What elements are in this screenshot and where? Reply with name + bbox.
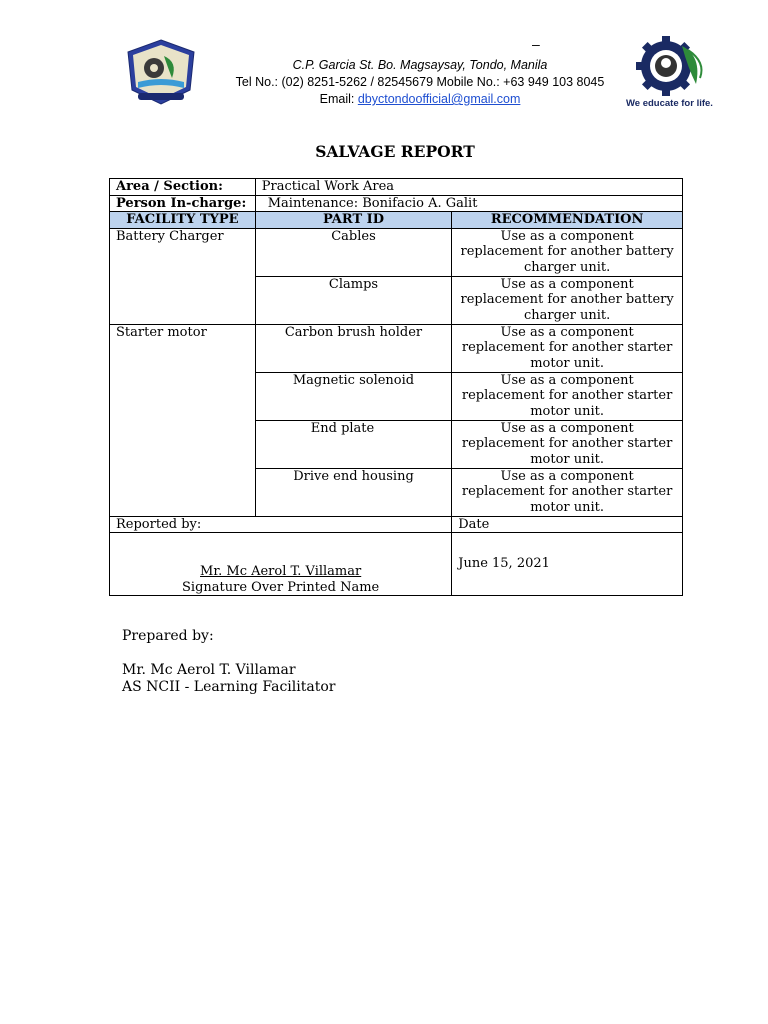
salvage-table: [109, 178, 683, 596]
part-cell: End plate: [255, 420, 452, 468]
gear-icon: [626, 36, 708, 96]
signature-row: [110, 533, 683, 596]
school-email-line: [200, 92, 640, 106]
signature-caption: Signature Over Printed Name: [182, 579, 380, 595]
date-label: Date: [452, 516, 683, 533]
recommendation-cell: Use as a component replacement for another starter motor unit.: [452, 468, 683, 516]
email-label: Email:: [319, 92, 358, 106]
school-seal-logo: [124, 38, 198, 108]
date-value: June 15, 2021: [452, 533, 683, 596]
recommendation-cell: Use as a component replacement for another battery charger unit.: [452, 228, 683, 276]
recommendation-cell: Use as a component replacement for another battery charger unit.: [452, 276, 683, 324]
area-label: Area / Section:: [110, 179, 256, 196]
area-value: Practical Work Area: [255, 179, 682, 196]
person-value: Maintenance: Bonifacio A. Galit: [255, 195, 682, 212]
part-cell: Drive end housing: [255, 468, 452, 516]
school-address: C.P. Garcia St. Bo. Magsaysay, Tondo, Manila: [292, 58, 548, 72]
signature-cell: [110, 533, 452, 596]
column-header-row: [110, 212, 683, 229]
preparer-role: AS NCII - Learning Facilitator: [122, 679, 336, 695]
facility-cell: Starter motor: [110, 324, 256, 516]
facility-cell: Battery Charger: [110, 228, 256, 324]
area-row: [110, 179, 683, 196]
school-phone-numbers: Tel No.: (02) 8251-5262 / 82545679 Mobile No.: +63 949 103 8045: [235, 75, 605, 89]
preparer-name: Mr. Mc Aerol T. Villamar: [122, 662, 296, 678]
email-link[interactable]: dbyctondoofficial@gmail.com: [357, 92, 521, 106]
header-dash: –: [532, 36, 540, 52]
table-row: [110, 324, 683, 372]
part-cell: Carbon brush holder: [255, 324, 452, 372]
table-row: [110, 228, 683, 276]
person-label: Person In-charge:: [110, 195, 256, 212]
person-row: [110, 195, 683, 212]
column-header-part: PART ID: [255, 212, 452, 229]
recommendation-cell: Use as a component replacement for another starter motor unit.: [452, 420, 683, 468]
part-cell: Magnetic solenoid: [255, 372, 452, 420]
prepared-by-label: Prepared by:: [122, 628, 214, 644]
recommendation-cell: Use as a component replacement for another starter motor unit.: [452, 324, 683, 372]
reported-by-row: [110, 516, 683, 533]
page-title: SALVAGE REPORT: [315, 142, 475, 161]
part-cell: Clamps: [255, 276, 452, 324]
recommendation-cell: Use as a component replacement for another starter motor unit.: [452, 372, 683, 420]
reported-by-label: Reported by:: [110, 516, 452, 533]
column-header-recommendation: RECOMMENDATION: [452, 212, 683, 229]
column-header-facility: FACILITY TYPE: [110, 212, 256, 229]
logo-tagline: We educate for life.: [626, 98, 713, 109]
signer-name: Mr. Mc Aerol T. Villamar: [200, 564, 362, 579]
prepared-by-block: [122, 628, 335, 696]
part-cell: Cables: [255, 228, 452, 276]
gear-emblem-logo: [626, 36, 713, 110]
